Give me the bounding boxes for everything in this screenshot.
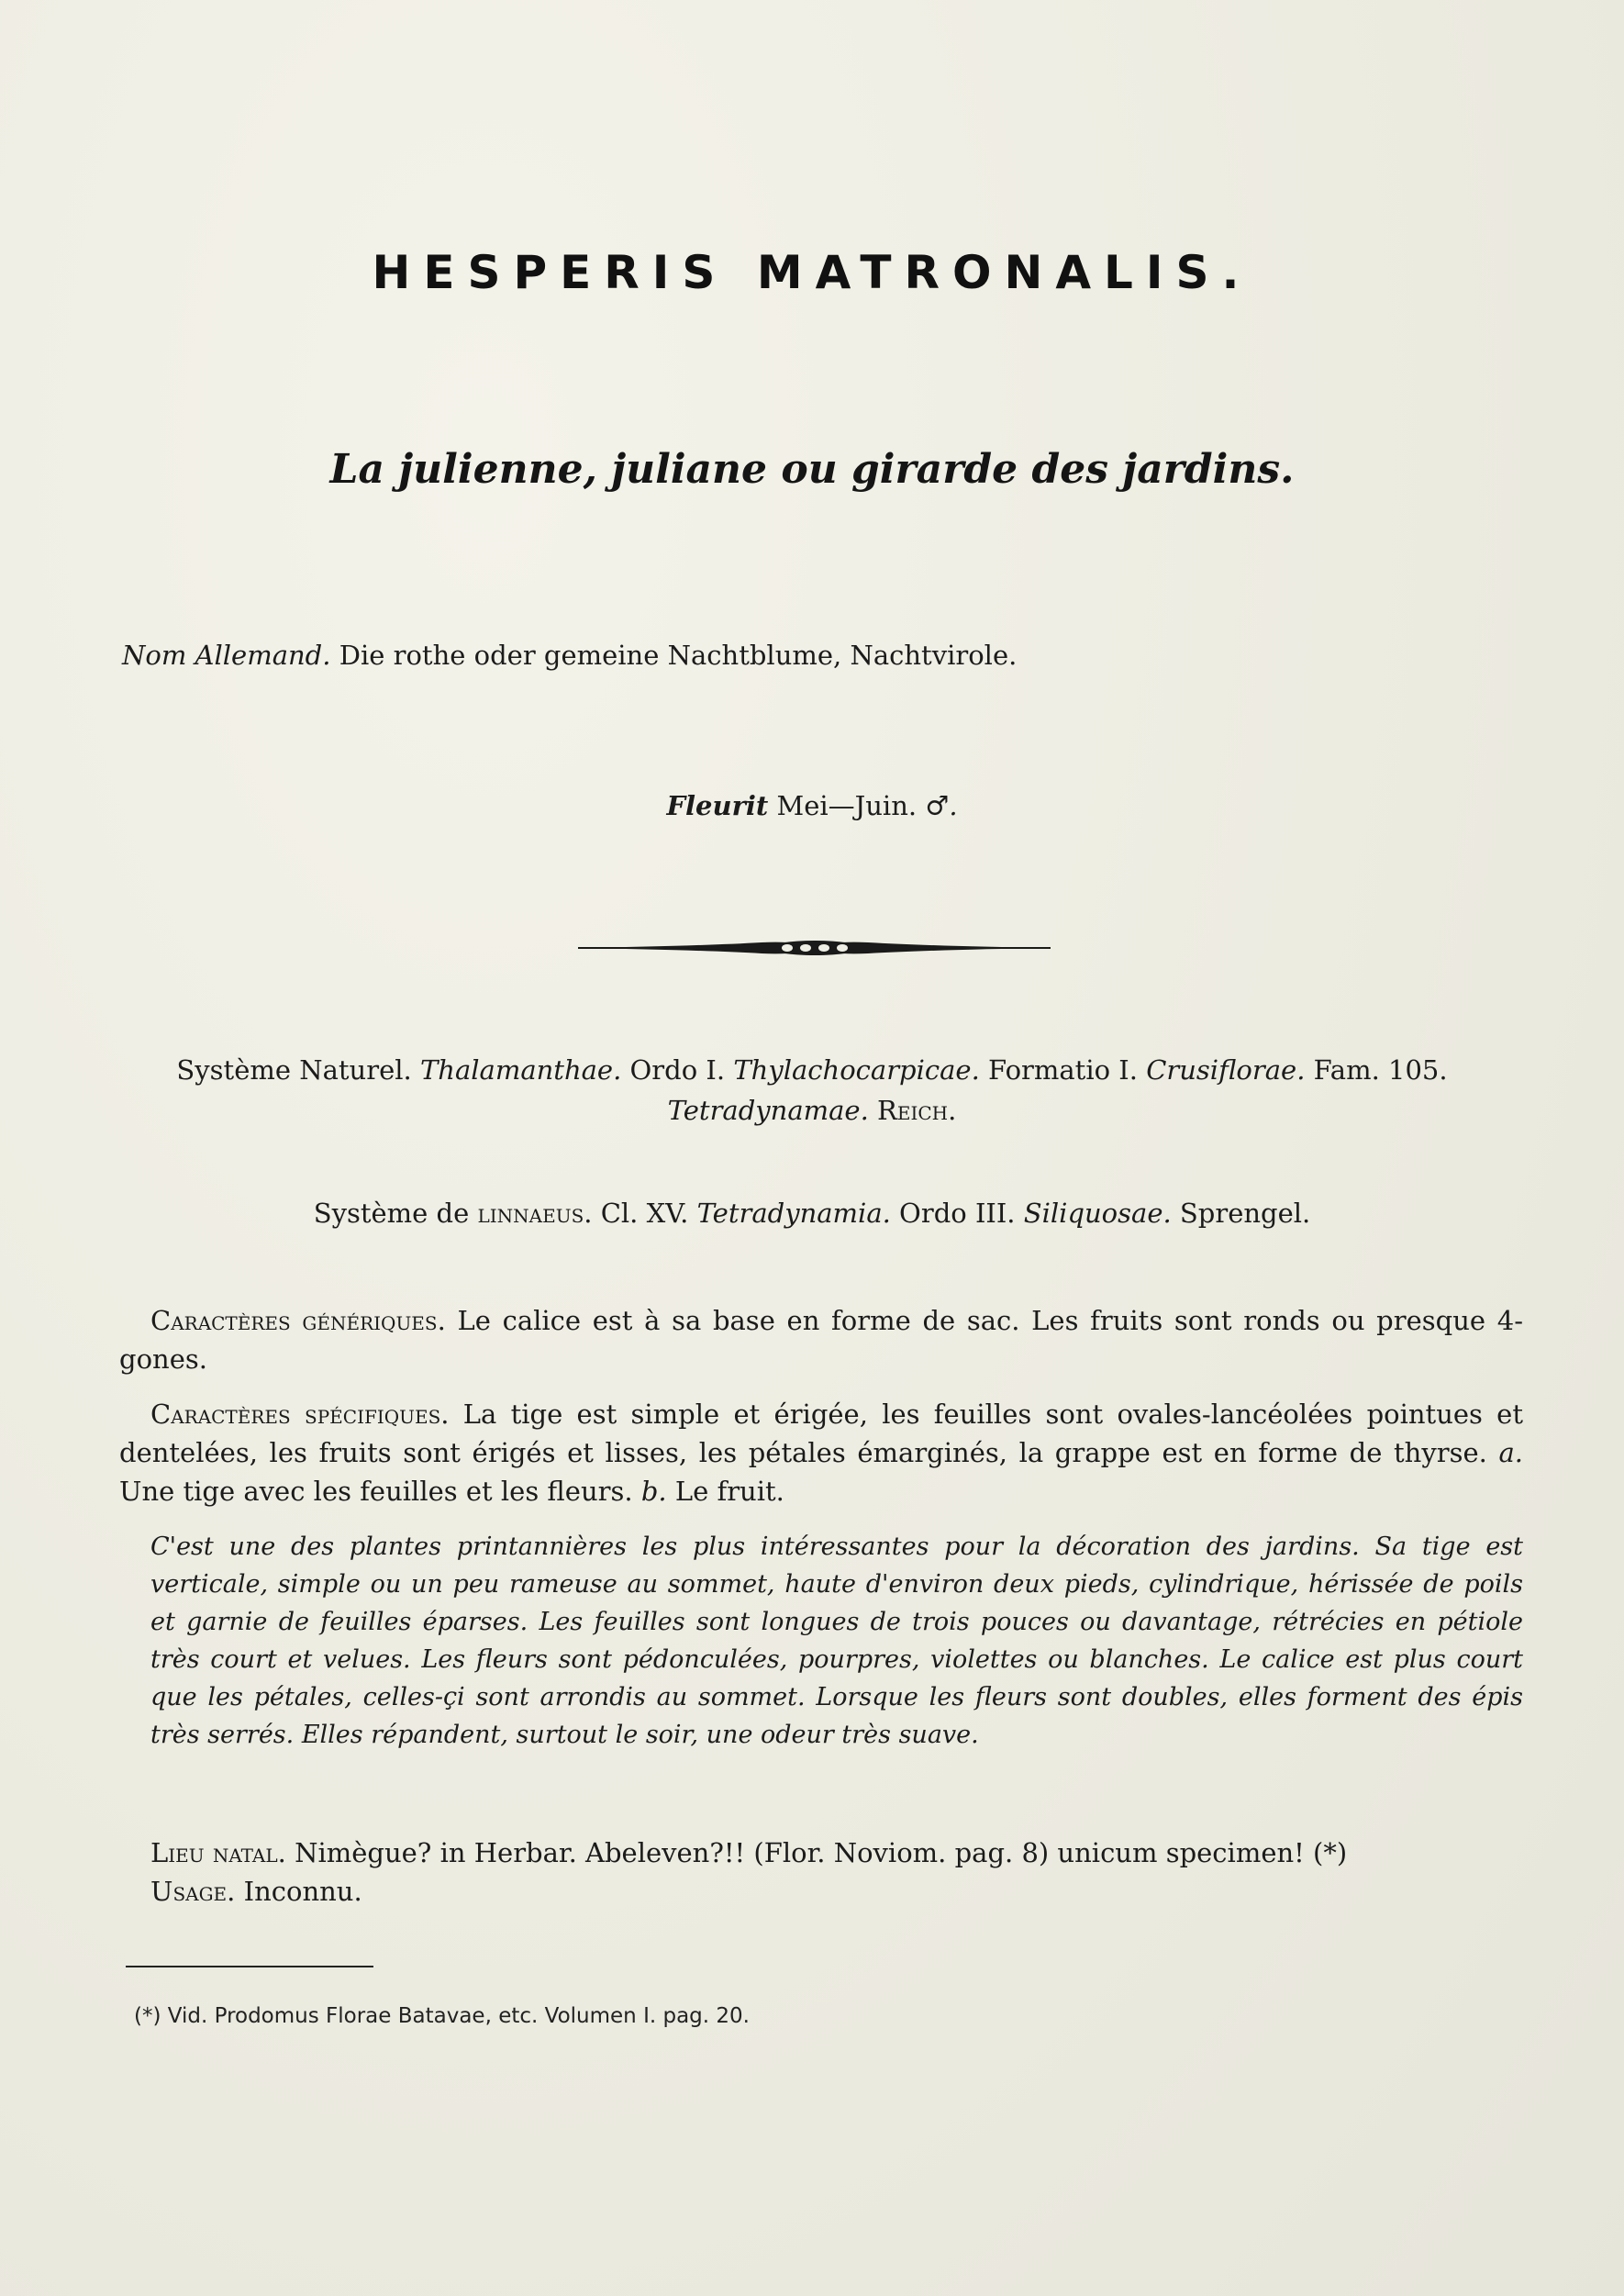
systeme-linnaeus-line [0, 1195, 1624, 1232]
figure-ref-a: a. [1498, 1437, 1523, 1468]
text-run: Tetradynamae. [667, 1095, 869, 1126]
text-run: Sprengel. [1171, 1198, 1311, 1229]
lieu-natal [119, 1833, 1523, 1872]
nom-allemand-line [122, 637, 1017, 674]
systeme-naturel-line-1 [0, 1052, 1624, 1088]
caracteres-specifiques-label: Caractères spécifiques. [150, 1399, 450, 1430]
text-run: Formatio I. [979, 1054, 1147, 1086]
nom-allemand-text: Die rothe oder gemeine Nachtblume, Nachtvirole. [339, 640, 1018, 671]
text-run: Thylachocarpicae. [733, 1054, 980, 1086]
text-run: Reich. [868, 1095, 957, 1126]
footnote: (*) Vid. Prodomus Florae Batavae, etc. Volumen I. pag. 20. [134, 2004, 750, 2028]
description-paragraph: C'est une des plantes printannières les plus intéressantes pour la décoration des jardins. Sa tige est verticale, simple ou un peu rameuse au sommet, haute d'environ deux pieds, cylindrique, hérissée de poils et garnie de feuilles éparses. Les feuilles sont longues de trois pouces ou davantage, rétrécies en pétiole très court et velues. Les fleurs sont pédonculées, pourpres, violettes ou blanches. Le calice est plus court que les pétales, celles-çi sont arrondis au sommet. Lorsque les fleurs sont doubles, elles forment des épis très serrés. Elles répandent, surtout le soir, une odeur très suave. [150, 1533, 1523, 1749]
systeme-naturel-line-2 [0, 1092, 1624, 1129]
usage [119, 1872, 1523, 1911]
fleurit-label: Fleurit [666, 790, 769, 821]
caracteres-generiques-label: Caractères génériques. [150, 1305, 446, 1336]
caracteres-specifiques-text-1: La tige est simple et érigée, les feuilles sont ovales-lancéolées pointues et dentelées, les fruits sont érigés et lisses, les pétales émarginés, la grappe est en forme de thyrse. [119, 1399, 1524, 1468]
fleurit-line [0, 787, 1624, 824]
fleurit-text: Mei—Juin. [776, 790, 918, 821]
footnote-rule [126, 1966, 373, 1967]
text-run: Fam. 105. [1305, 1054, 1448, 1086]
text-run: Ordo I. [621, 1054, 734, 1086]
lieu-natal-text: Nimègue? in Herbar. Abeleven?!! (Flor. Noviom. pag. 8) unicum specimen! (*) [285, 1837, 1348, 1868]
text-run: Siliquosae. [1023, 1198, 1172, 1229]
page-title: HESPERIS MATRONALIS. [372, 246, 1252, 299]
page-subtitle: La julienne, juliane ou girarde des jardins. [329, 446, 1295, 493]
caracteres-generiques-text: Le calice est à sa base en forme de sac. Les fruits sont ronds ou presque 4-gones. [119, 1305, 1523, 1375]
caracteres-specifiques-text-2: Une tige avec les feuilles et les fleurs. [119, 1476, 641, 1507]
text-run: Thalamanthae. [419, 1054, 622, 1086]
text-run: Crusiflorae. [1146, 1054, 1306, 1086]
text-run: Tetradynamia. [696, 1198, 891, 1229]
figure-ref-b: b. [640, 1476, 667, 1507]
ornament-divider [578, 934, 1051, 962]
caracteres-generiques [119, 1301, 1523, 1378]
text-run: Système Naturel. [176, 1054, 420, 1086]
biennial-symbol: ♂. [925, 790, 958, 821]
caracteres-specifiques-text-3: Le fruit. [666, 1476, 784, 1507]
text-run: Ordo III. [890, 1198, 1024, 1229]
usage-label: Usage. [150, 1876, 236, 1907]
caracteres-specifiques [119, 1395, 1523, 1510]
nom-allemand-label: Nom Allemand. [122, 640, 331, 671]
text-run: . Cl. XV. [584, 1198, 697, 1229]
lieu-natal-label: Lieu natal. [150, 1837, 286, 1868]
usage-text: Inconnu. [235, 1876, 362, 1907]
text-run: linnaeus [477, 1198, 584, 1229]
text-run: Système de [313, 1198, 478, 1229]
